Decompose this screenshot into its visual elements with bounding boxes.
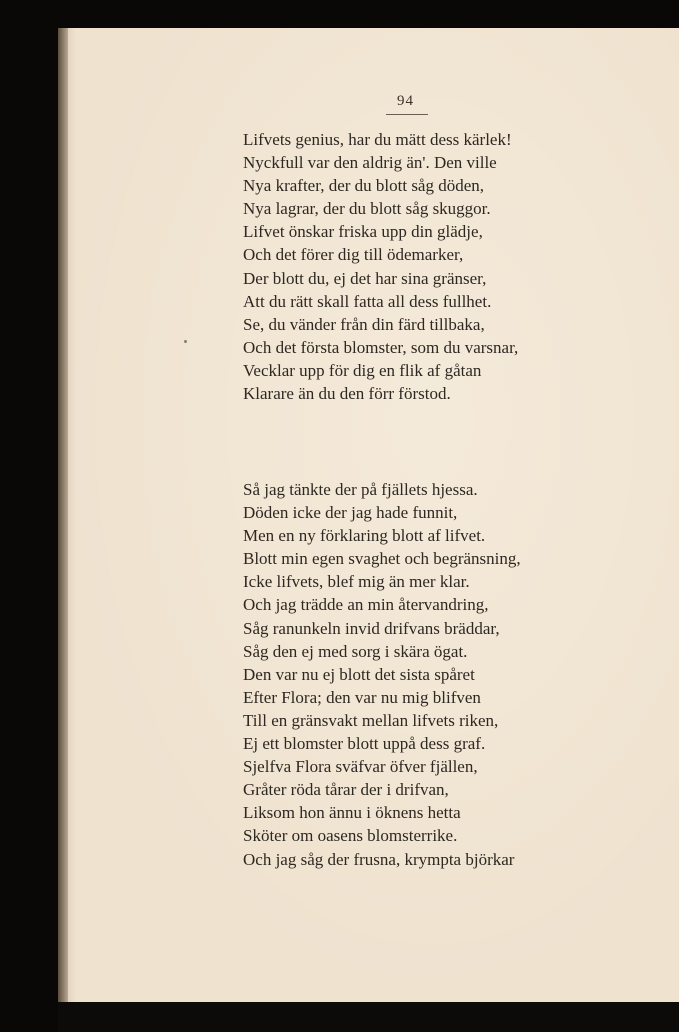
poem-line: Lifvets genius, har du mätt dess kärlek! bbox=[243, 130, 512, 149]
poem-line: Nya lagrar, der du blott såg skuggor. bbox=[243, 199, 491, 219]
page-binding-edge bbox=[58, 28, 68, 1002]
poem-line: Se, du vänder från din färd tillbaka, bbox=[243, 314, 485, 334]
poem-line: Der blott du, ej det har sina gränser, bbox=[243, 268, 487, 288]
poem-line: Nya krafter, der du blott såg döden, bbox=[243, 176, 485, 196]
poem-line: Såg den ej med sorg i skära ögat. bbox=[243, 641, 468, 661]
poem-line: Och det första blomster, som du varsnar, bbox=[243, 337, 519, 357]
poem-line: Vecklar upp för dig en flik af gåtan bbox=[243, 360, 482, 380]
poem-line: Sköter om oasens blomsterrike. bbox=[243, 826, 458, 846]
paper-speck bbox=[184, 340, 187, 343]
poem-line: Men en ny förklaring blott af lifvet. bbox=[243, 526, 486, 546]
poem-stanza-2 bbox=[243, 478, 521, 871]
poem-line: Så jag tänkte der på fjällets hjessa. bbox=[243, 480, 478, 499]
page-number: 94 bbox=[397, 93, 414, 109]
poem-line: Sjelfva Flora sväfvar öfver fjällen, bbox=[243, 757, 478, 777]
poem-line: Icke lifvets, blef mig än mer klar. bbox=[243, 572, 470, 592]
poem-line: Såg ranunkeln invid drifvans bräddar, bbox=[243, 618, 500, 638]
poem-line: Lifvet önskar friska upp din glädje, bbox=[243, 222, 483, 242]
poem-line: Efter Flora; den var nu mig blifven bbox=[243, 687, 481, 707]
poem-line: Blott min egen svaghet och begränsning, bbox=[243, 549, 521, 569]
poem-line: Nyckfull var den aldrig än'. Den ville bbox=[243, 153, 497, 173]
scan-bottom-border bbox=[58, 1002, 679, 1032]
poem-stanza-1 bbox=[243, 128, 518, 405]
poem-line: Liksom hon ännu i öknens hetta bbox=[243, 803, 461, 823]
page-number-rule bbox=[386, 114, 428, 115]
poem-line: Ej ett blomster blott uppå dess graf. bbox=[243, 734, 486, 754]
poem-line: Den var nu ej blott det sista spåret bbox=[243, 664, 475, 684]
poem-line: Att du rätt skall fatta all dess fullhet. bbox=[243, 291, 492, 311]
poem-line: Döden icke der jag hade funnit, bbox=[243, 503, 458, 523]
poem-line: Till en gränsvakt mellan lifvets riken, bbox=[243, 710, 499, 730]
poem-line: Och det förer dig till ödemarker, bbox=[243, 245, 464, 265]
poem-line: Och jag trädde an min återvandring, bbox=[243, 595, 489, 615]
poem-line: Klarare än du den förr förstod. bbox=[243, 384, 451, 404]
poem-line: Och jag såg der frusna, krympta björkar bbox=[243, 849, 515, 869]
poem-line: Gråter röda tårar der i drifvan, bbox=[243, 780, 449, 800]
